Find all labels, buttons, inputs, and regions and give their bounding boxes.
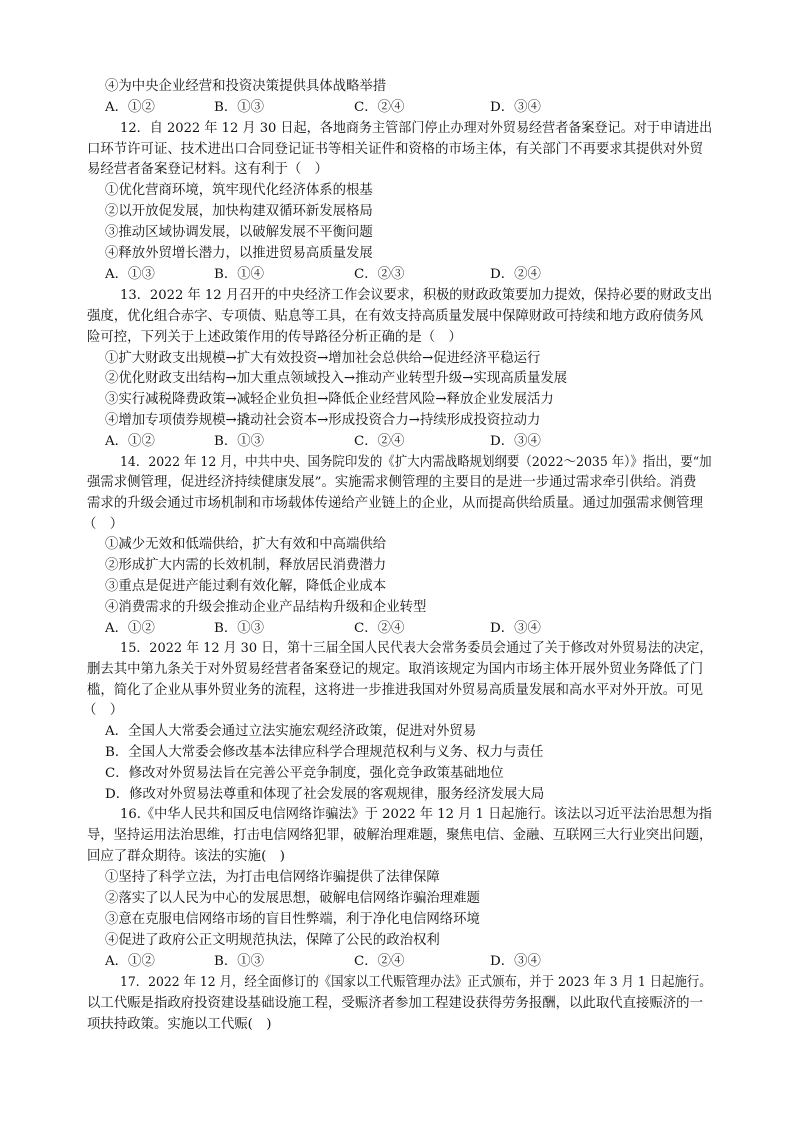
q16-item-4: ④促进了政府公正文明规范执法，保障了公民的政治权利 xyxy=(105,933,440,948)
q11-option-a: A．①② xyxy=(105,100,155,115)
q14-stem-line-3: 需求的升级会通过市场机制和市场载体传递给产业链上的企业，从而提高供给质量。通过加强需求侧管理 xyxy=(87,496,703,511)
q14-option-a: A．①② xyxy=(105,621,155,636)
q12-option-c: C．②③ xyxy=(354,267,405,282)
q16-item-3: ③意在克服电信网络市场的盲目性弊端，利于净化电信网络环境 xyxy=(105,912,480,927)
q16-stem-line-2: 导，坚持运用法治思维，打击电信网络犯罪，破解治理难题，聚焦电信、金融、互联网三大行业突出问题， xyxy=(87,828,713,843)
q12-item-4: ④释放外贸增长潜力，以推进贸易高质量发展 xyxy=(105,246,373,261)
q15-option-c: C．修改对外贸易法旨在完善公平竞争制度，强化竞争政策基础地位 xyxy=(105,766,504,781)
q11-option-c: C．②④ xyxy=(354,100,405,115)
q17-stem-line-3: 项扶持政策。实施以工代赈( ) xyxy=(87,1017,272,1032)
q13-stem-line-2: 强度，优化组合赤字、专项债、贴息等工具，在有效支持高质量发展中保障财政可持续和地方政府债务风 xyxy=(87,309,703,324)
q13-item-3: ③实行减税降费政策→减轻企业负担→降低企业经营风险→释放企业发展活力 xyxy=(105,392,554,407)
q17-stem-line-1: 17．2022 年 12 月，经全面修订的《国家以工代赈管理办法》正式颁布，并于 2023 年 3 月 1 日起施行。 xyxy=(120,975,712,990)
q15-option-d: D．修改对外贸易法尊重和体现了社会发展的客观规律，服务经济发展大局 xyxy=(105,787,545,802)
q12-option-d: D．②④ xyxy=(490,267,541,282)
q13-option-d: D．③④ xyxy=(490,434,541,449)
q16-item-2: ②落实了以人民为中心的发展思想，破解电信网络诈骗治理难题 xyxy=(105,891,480,906)
q16-option-c: C．②④ xyxy=(354,954,405,969)
q16-option-d: D．③④ xyxy=(490,954,541,969)
q12-item-3: ③推动区域协调发展，以破解发展不平衡问题 xyxy=(105,225,373,240)
q14-stem-line-1: 14．2022 年 12 月，中共中央、国务院印发的《扩大内需战略规划纲要（2022～2035 年）》指出，要“加 xyxy=(120,455,712,470)
q16-stem-line-1: 16.《中华人民共和国反电信网络诈骗法》于 2022 年 12 月 1 日起施行。该法以习近平法治思想为指 xyxy=(120,807,712,822)
q14-option-c: C．②④ xyxy=(354,621,405,636)
q16-item-1: ①坚持了科学立法，为打击电信网络诈骗提供了法律保障 xyxy=(105,870,440,885)
q15-stem-line-2: 删去其中第九条关于对外贸易经营者备案登记的规定。取消该规定为国内市场主体开展外贸业务降低了门 xyxy=(87,662,703,677)
q12-option-a: A．①③ xyxy=(105,267,155,282)
q11-option-b: B．①③ xyxy=(214,100,265,115)
q13-stem-line-3: 险可控，下列关于上述政策作用的传导路径分析正确的是（ ） xyxy=(87,330,462,345)
q14-item-2: ②形成扩大内需的长效机制，释放居民消费潜力 xyxy=(105,558,387,573)
q12-stem-line-3: 易经营者备案登记材料。这有利于（ ） xyxy=(87,162,329,177)
q15-stem-line-3: 槛，简化了企业从事外贸业务的流程，这将进一步推进我国对外贸易高质量发展和高水平对外开放。可见 xyxy=(87,683,703,698)
q14-option-d: D．③④ xyxy=(490,621,541,636)
q17-stem-line-2: 以工代赈是指政府投资建设基础设施工程，受赈济者参加工程建设获得劳务报酬，以此取代直接赈济的一 xyxy=(87,996,703,1011)
q14-stem-line-2: 强需求侧管理，促进经济持续健康发展”。实施需求侧管理的主要目的是进一步通过需求牵引供给。消费 xyxy=(87,475,697,490)
q12-item-1: ①优化营商环境，筑牢现代化经济体系的根基 xyxy=(105,183,373,198)
q13-item-1: ①扩大财政支出规模→扩大有效投资→增加社会总供给→促进经济平稳运行 xyxy=(105,351,541,366)
q15-stem-line-1: 15．2022 年 12 月 30 日，第十三届全国人民代表大会常务委员会通过了关于修改对外贸易法的决定， xyxy=(120,641,713,656)
q13-option-b: B．①③ xyxy=(214,434,265,449)
q15-stem-line-4: （ ） xyxy=(83,703,124,718)
q11-item-4: ④为中央企业经营和投资决策提供具体战略举措 xyxy=(105,79,387,94)
q14-item-3: ③重点是促进产能过剩有效化解，降低企业成本 xyxy=(105,579,387,594)
q13-item-4: ④增加专项债券规模→撬动社会资本→形成投资合力→持续形成投资拉动力 xyxy=(105,413,541,428)
q15-option-a: A．全国人大常委会通过立法实施宏观经济政策，促进对外贸易 xyxy=(105,724,477,739)
q11-option-d: D．③④ xyxy=(490,100,541,115)
q16-stem-line-3: 回应了群众期待。该法的实施( ) xyxy=(87,849,285,864)
q16-option-a: A．①② xyxy=(105,954,155,969)
q14-item-1: ①减少无效和低端供给，扩大有效和中高端供给 xyxy=(105,537,387,552)
q12-item-2: ②以开放促发展，加快构建双循环新发展格局 xyxy=(105,204,373,219)
q13-item-2: ②优化财政支出结构→加大重点领域投入→推动产业转型升级→实现高质量发展 xyxy=(105,371,568,386)
q13-option-a: A．①② xyxy=(105,434,155,449)
q15-option-b: B．全国人大常委会修改基本法律应科学合理规范权利与义务、权力与责任 xyxy=(105,745,544,760)
q12-stem-line-1: 12．自 2022 年 12 月 30 日起，各地商务主管部门停止办理对外贸易经营者备案登记。对于申请进出 xyxy=(120,121,713,136)
q16-option-b: B．①③ xyxy=(214,954,265,969)
q12-option-b: B．①④ xyxy=(214,267,265,282)
q14-item-4: ④消费需求的升级会推动企业产品结构升级和企业转型 xyxy=(105,600,427,615)
q13-option-c: C．②④ xyxy=(354,434,405,449)
q12-stem-line-2: 口环节许可证、技术进出口合同登记证书等相关证件和资格的市场主体，有关部门不再要求其提供对外贸 xyxy=(87,142,703,157)
q13-stem-line-1: 13．2022 年 12 月召开的中央经济工作会议要求，积极的财政政策要加力提效，保持必要的财政支出 xyxy=(120,288,713,303)
q14-option-b: B．①③ xyxy=(214,621,265,636)
q14-stem-line-4: （ ） xyxy=(83,517,124,532)
